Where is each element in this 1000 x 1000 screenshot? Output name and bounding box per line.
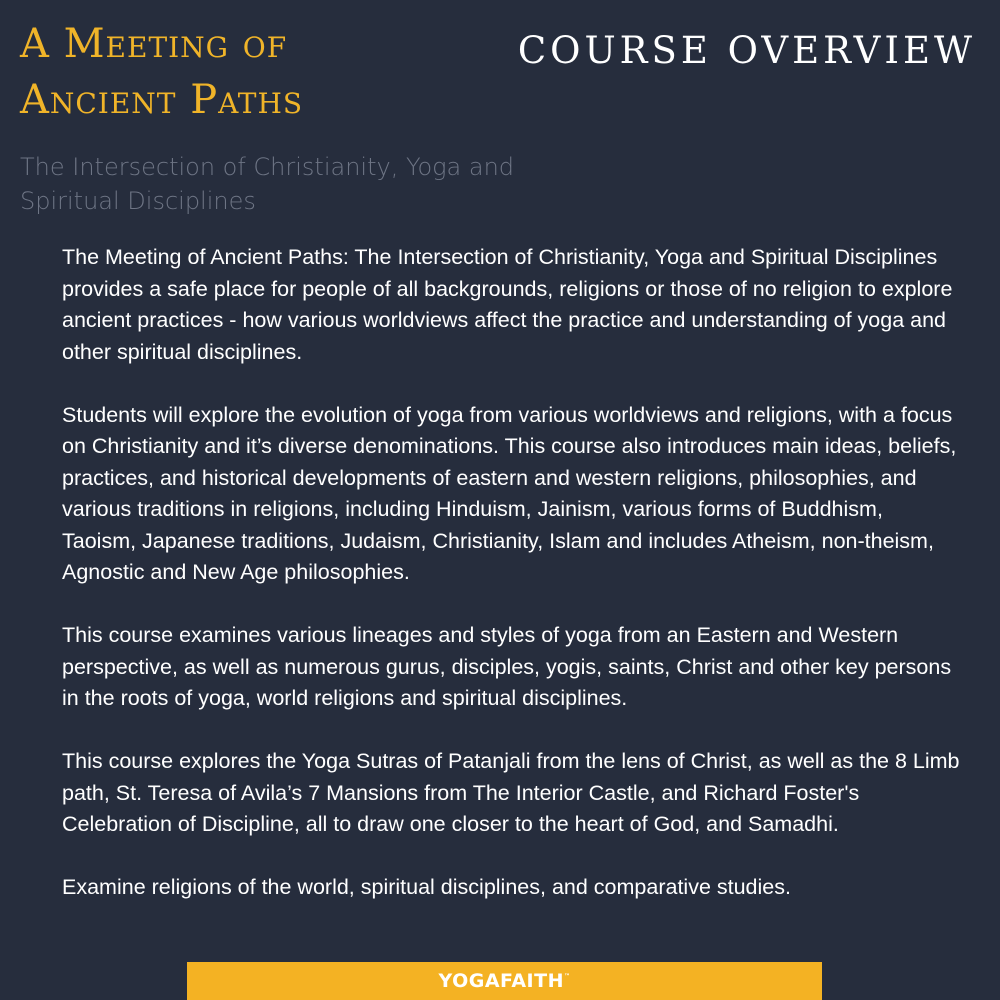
- description-paragraph: Examine religions of the world, spiritual disciplines, and comparative studies.: [62, 875, 791, 899]
- footer-logo-bar: [187, 962, 822, 1000]
- logo-text: YOGAFAITH: [438, 970, 564, 992]
- description-paragraph: This course examines various lineages and styles of yoga from an Eastern and Western perspective, as well as numerous gurus, disciples, yogis, saints, Christ and other key persons in the roots of yoga, world religions and spiritual disciplines.: [62, 623, 952, 710]
- yogafaith-logo: [439, 970, 571, 992]
- trademark-symbol: ™: [563, 973, 571, 980]
- course-subtitle: The Intersection of Christianity, Yoga and Spiritual Disciplines: [20, 153, 515, 215]
- description-paragraph: The Meeting of Ancient Paths: The Intersection of Christianity, Yoga and Spiritual Disciplines provides a safe place for people of all backgrounds, religions or those of no religion to explore ancient practices - how various worldviews affect the practice and understanding of yoga and other spiritual disciplines.: [62, 245, 953, 364]
- course-description: [62, 242, 962, 935]
- course-overview-heading: COURSE OVERVIEW: [517, 29, 976, 72]
- description-paragraph: This course explores the Yoga Sutras of Patanjali from the lens of Christ, as well as the 8 Limb path, St. Teresa of Avila’s 7 Mansions from The Interior Castle, and Richard Foster's Celebration of Discipline, all to draw one closer to the heart of God, and Samadhi.: [62, 749, 960, 836]
- description-paragraph: Students will explore the evolution of yoga from various worldviews and religions, with a focus on Christianity and it’s diverse denominations. This course also introduces main ideas, beliefs, practices, and historical developments of eastern and western religions, philosophies, and various traditions in religions, including Hinduism, Jainism, various forms of Buddhism, Taoism, Japanese traditions, Judaism, Christianity, Islam and includes Atheism, non-theism, Agnostic and New Age philosophies.: [62, 402, 957, 584]
- course-title: A Meeting of Ancient Paths: [20, 21, 304, 123]
